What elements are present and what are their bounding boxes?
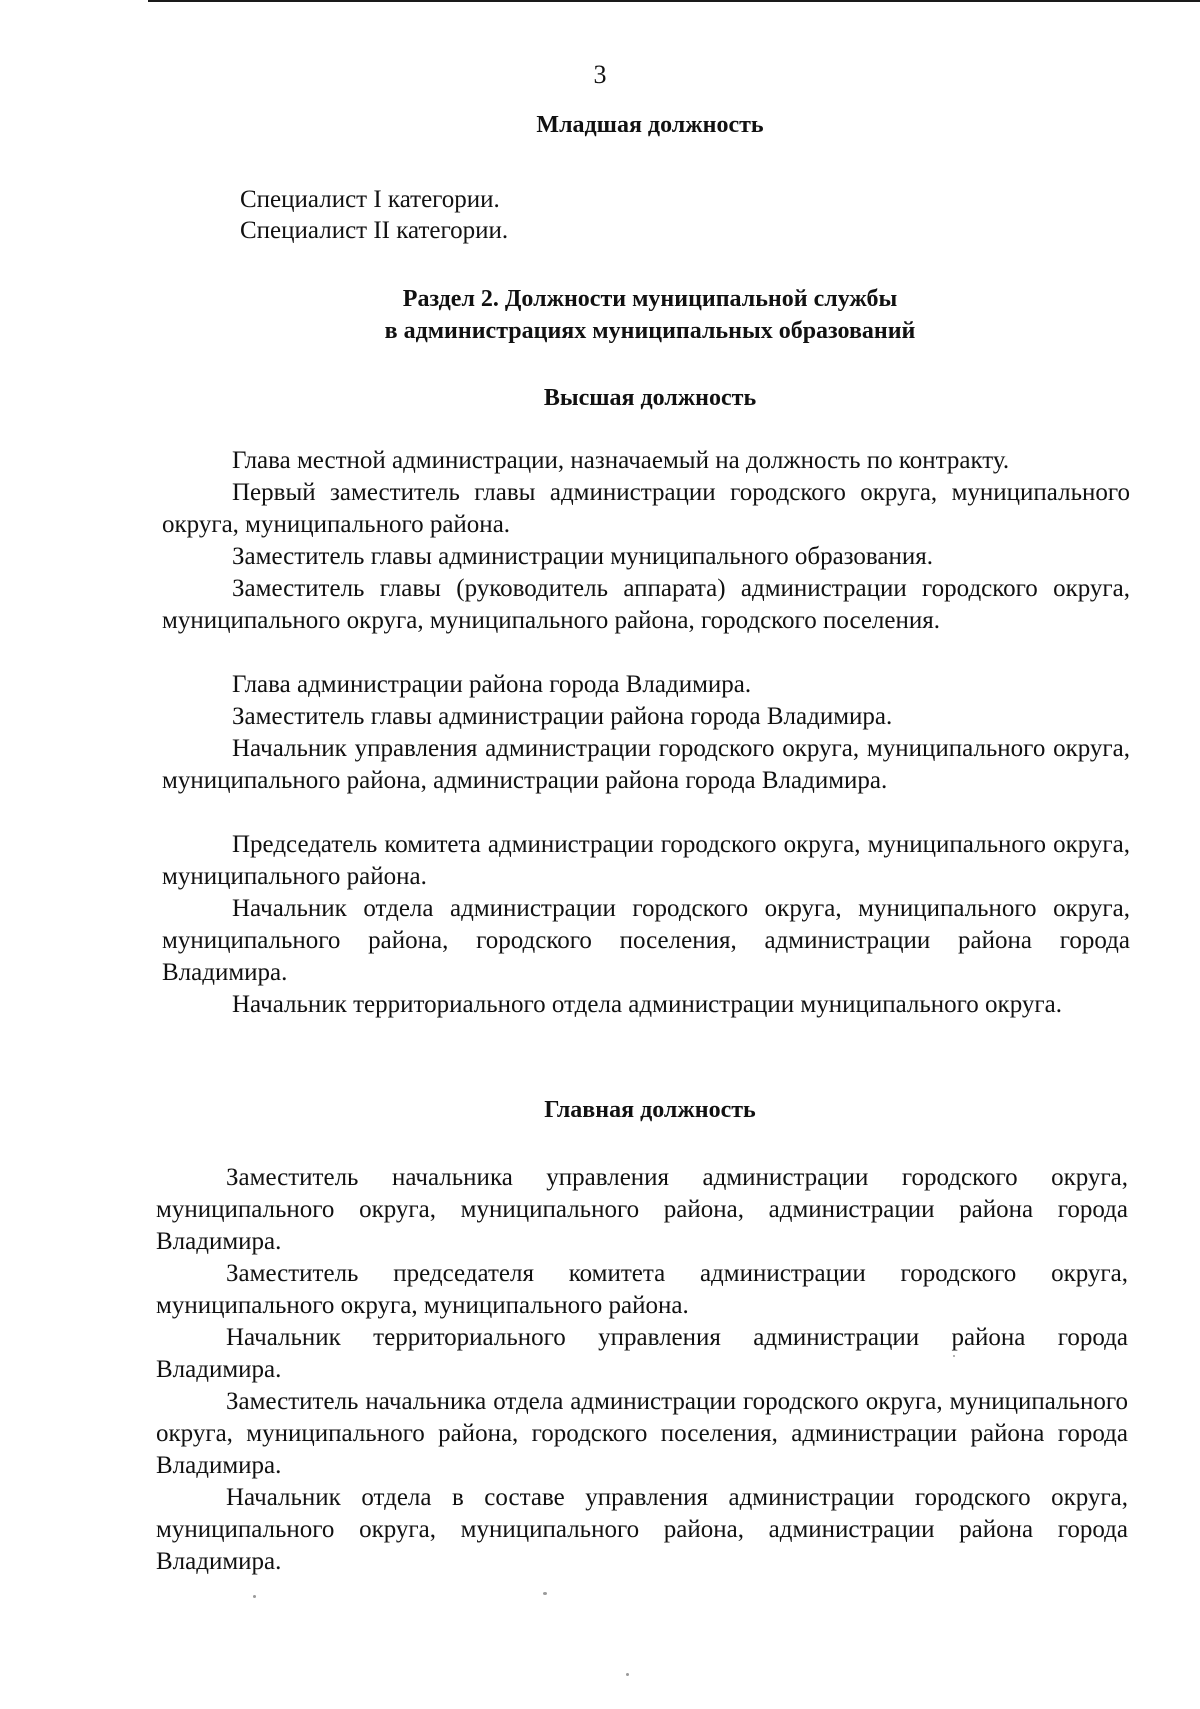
highest-item-6: Заместитель главы администрации района города Владимира. — [232, 703, 893, 730]
highest-item-3: Заместитель главы администрации муниципального образования. — [232, 543, 933, 570]
highest-item-4: Заместитель главы (руководитель аппарата) администрации городского округа, муниципального округа, муниципального района, городского поселения. — [162, 575, 1130, 634]
top-border-line — [148, 0, 1200, 2]
highest-item-5: Глава администрации района города Владимира. — [232, 671, 752, 698]
chief-item-5: Начальник отдела в составе управления администрации городского округа, муниципального округа, муниципального района, администрации района города Владимира. — [156, 1484, 1128, 1575]
junior-item-2: Специалист II категории. — [240, 217, 509, 244]
junior-item-1: Специалист I категории. — [240, 186, 500, 213]
highest-item-7: Начальник управления администрации городского округа, муниципального округа, муниципального района, администрации района города Владимира. — [162, 735, 1130, 794]
chief-position-heading: Главная должность — [544, 1097, 756, 1123]
page-number: 3 — [593, 60, 607, 89]
scan-speck — [953, 1355, 955, 1357]
highest-item-8: Председатель комитета администрации городского округа, муниципального округа, муниципального района. — [162, 831, 1130, 890]
chief-item-3: Начальник территориального управления администрации района города Владимира. — [156, 1324, 1128, 1383]
chief-item-2: Заместитель председателя комитета администрации городского округа, муниципального округа, муниципального района. — [156, 1260, 1128, 1319]
scan-speck — [253, 1595, 256, 1598]
section-2-title-line-1: Раздел 2. Должности муниципальной службы — [402, 286, 898, 312]
highest-item-10: Начальник территориального отдела администрации муниципального округа. — [232, 991, 1062, 1018]
highest-position-heading: Высшая должность — [543, 385, 757, 411]
chief-item-4: Заместитель начальника отдела администрации городского округа, муниципального округа, муниципального района, городского поселения, администрации района города Владимира. — [156, 1388, 1128, 1479]
highest-item-1: Глава местной администрации, назначаемый на должность по контракту. — [232, 447, 1010, 474]
highest-item-9: Начальник отдела администрации городского округа, муниципального округа, муниципального района, городского поселения, администрации района города Владимира. — [162, 895, 1130, 986]
highest-item-2: Первый заместитель главы администрации городского округа, муниципального округа, муниципального района. — [162, 479, 1130, 538]
junior-position-heading: Младшая должность — [536, 112, 764, 138]
scan-speck — [543, 1592, 547, 1595]
chief-item-1: Заместитель начальника управления администрации городского округа, муниципального округа, муниципального района, администрации района города Владимира. — [156, 1164, 1128, 1255]
section-2-title-line-2: в администрациях муниципальных образований — [384, 318, 916, 344]
scan-speck — [626, 1673, 629, 1676]
